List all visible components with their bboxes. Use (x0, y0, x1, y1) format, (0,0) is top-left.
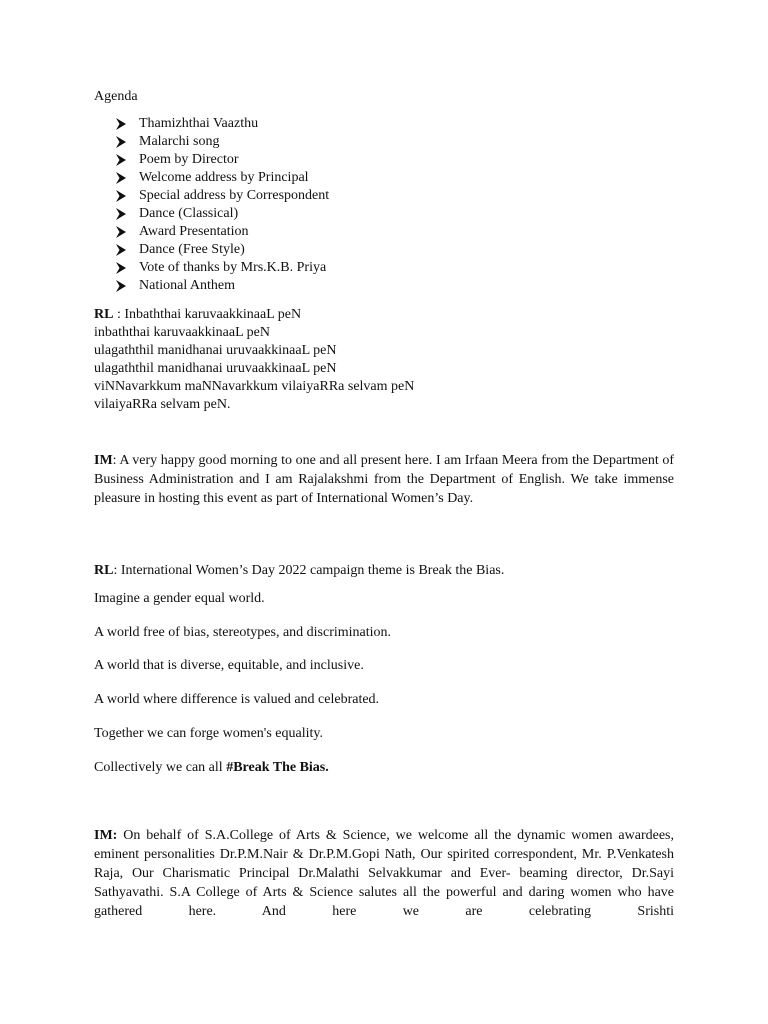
theme-statement: A world where difference is valued and celebrated. (94, 692, 380, 707)
list-item (116, 277, 329, 295)
agenda-item-label: Thamizhthai Vaazthu (139, 116, 259, 131)
arrow-bullet-icon (116, 208, 126, 220)
agenda-item-label: Malarchi song (139, 134, 220, 149)
list-item (116, 151, 329, 169)
intro-paragraph (94, 451, 674, 508)
arrow-bullet-icon (116, 262, 126, 274)
song-line: ulagaththil manidhanai uruvaakkinaaL peN (94, 343, 337, 358)
theme-statement: A world free of bias, stereotypes, and discrimination. (94, 625, 392, 640)
song-line: inbaththai karuvaakkinaaL peN (94, 325, 270, 340)
song-line: ulagaththil manidhanai uruvaakkinaaL peN (94, 361, 337, 376)
list-item (116, 205, 329, 223)
list-item (116, 241, 329, 259)
speaker-label: IM (94, 453, 113, 468)
arrow-bullet-icon (116, 172, 126, 184)
theme-statement: A world that is diverse, equitable, and inclusive. (94, 658, 364, 673)
theme-text: International Women’s Day 2022 campaign theme is Break the Bias. (120, 563, 505, 578)
closing-prefix: Collectively we can all (94, 760, 227, 775)
agenda-item-label: Welcome address by Principal (139, 170, 309, 185)
arrow-bullet-icon (116, 226, 126, 238)
arrow-bullet-icon (116, 136, 126, 148)
speaker-separator: : (112, 453, 120, 468)
theme-statement: Imagine a gender equal world. (94, 591, 265, 606)
theme-line (94, 562, 504, 580)
song-line-text: Inbaththai karuvaakkinaaL peN (124, 307, 302, 322)
agenda-item-label: Poem by Director (139, 152, 239, 167)
speaker-label: IM: (94, 828, 118, 843)
agenda-item-label: Dance (Classical) (139, 206, 239, 221)
list-item (116, 187, 329, 205)
arrow-bullet-icon (116, 118, 126, 130)
list-item (116, 259, 329, 277)
song-block (94, 306, 414, 414)
song-line: viNNavarkkum maNNavarkkum vilaiyaRRa selvam peN (94, 379, 415, 394)
intro-text: A very happy good morning to one and all present here. I am Irfaan Meera from the Department of Business Administration and I am Rajalakshmi from the Department of English. We take immense pleasure in hosting this event as part of International Women’s Day. (94, 453, 674, 506)
arrow-bullet-icon (116, 190, 126, 202)
song-line (94, 306, 414, 324)
speaker-label: RL (94, 563, 114, 578)
arrow-bullet-icon (116, 154, 126, 166)
agenda-item-label: Award Presentation (139, 224, 249, 239)
agenda-title: Agenda (94, 89, 138, 104)
agenda-item-label: Vote of thanks by Mrs.K.B. Priya (139, 260, 327, 275)
theme-closing (94, 759, 329, 777)
theme-statement: Together we can forge women's equality. (94, 726, 323, 741)
welcome-paragraph (94, 826, 674, 921)
song-line: vilaiyaRRa selvam peN. (94, 397, 231, 412)
speaker-separator: : (113, 563, 121, 578)
closing-hashtag: #Break The Bias. (226, 760, 329, 775)
agenda-list (116, 115, 329, 295)
list-item (116, 115, 329, 133)
arrow-bullet-icon (116, 244, 126, 256)
agenda-item-label: National Anthem (139, 278, 236, 293)
list-item (116, 133, 329, 151)
speaker-separator: : (113, 307, 125, 322)
list-item (116, 169, 329, 187)
arrow-bullet-icon (116, 280, 126, 292)
list-item (116, 223, 329, 241)
speaker-label: RL (94, 307, 114, 322)
welcome-text: On behalf of S.A.College of Arts & Science, we welcome all the dynamic women awardees, eminent personalities Dr.P.M.Nair & Dr.P.M.Gopi Nath, Our spirited correspondent, Mr. P.Venkatesh Raja, Our Charismatic Principal Dr.Malathi Selvakkumar and Ever- beaming director, Dr.Sayi Sathyavathi. S.A College of Arts & Science salutes all the powerful and daring women who have gathered here. And here we are celebrating Srishti (94, 828, 674, 919)
agenda-item-label: Special address by Correspondent (139, 188, 330, 203)
agenda-item-label: Dance (Free Style) (139, 242, 245, 257)
